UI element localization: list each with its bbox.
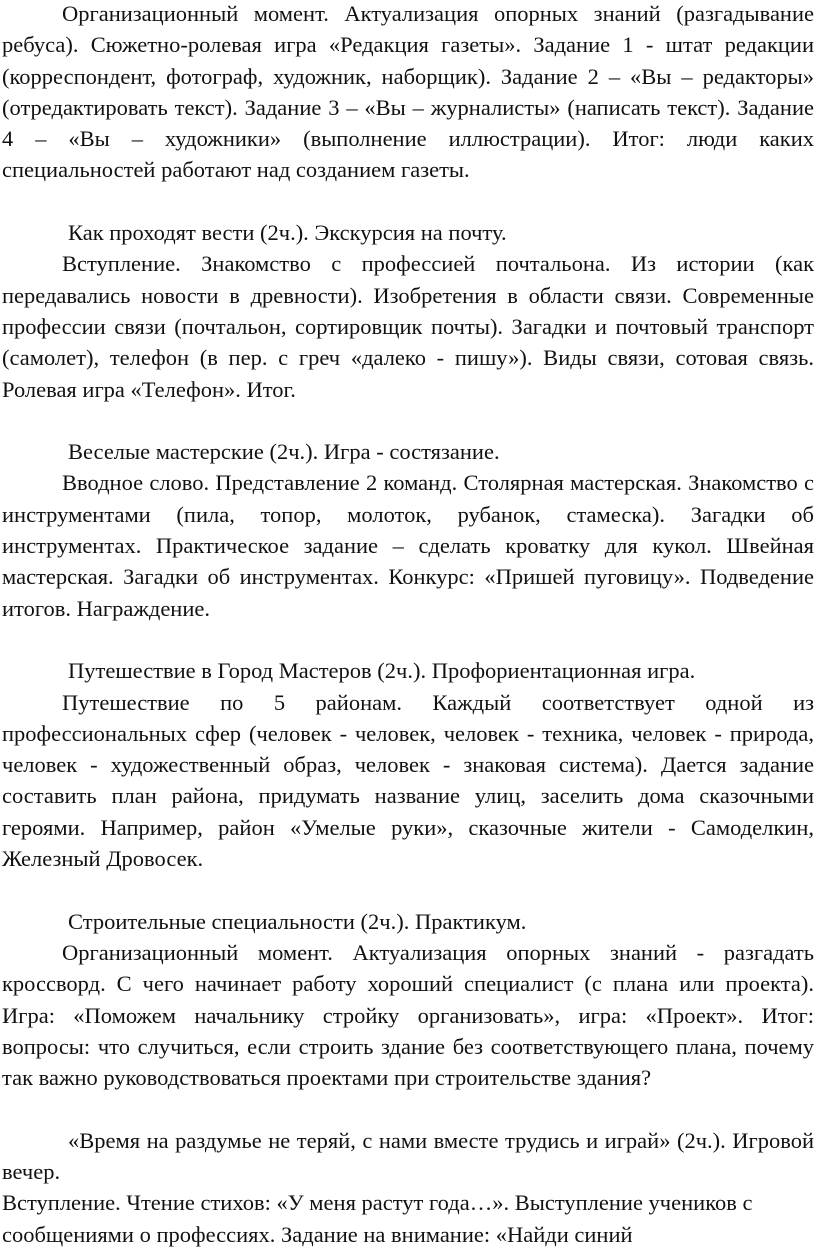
spacer <box>2 624 814 655</box>
section-intro <box>2 0 814 186</box>
section-heading: Путешествие в Город Мастеров (2ч.). Профориентационная игра. <box>68 658 696 684</box>
spacer <box>2 405 814 436</box>
section-heading: Как проходят вести (2ч.). Экскурсия на почту. <box>68 220 507 246</box>
spacer <box>2 874 814 905</box>
spacer <box>2 1093 814 1124</box>
paragraph: Вступление. Знакомство с профессией почтальона. Из истории (как передавались новости в древности). Изобретения в области связи. Современные профессии связи (почтальон, сортировщик почты). Загадки и почтовый транспорт (самолет), телефон (в пер. с греч «далеко - пишу»). Виды связи, сотовая связь. Ролевая игра «Телефон». Итог. <box>2 251 814 402</box>
paragraph: Организационный момент. Актуализация опорных знаний (разгадывание ребуса). Сюжетно-ролевая игра «Редакция газеты». Задание 1 - штат редакции (корреспондент, фотограф, художник, наборщик). Задание 2 – «Вы – редакторы» (отредактировать текст). Задание 3 – «Вы – журналисты» (написать текст). Задание 4 – «Вы – художники» (выполнение иллюстрации). Итог: люди каких специальностей работают над созданием газеты. <box>2 1 814 183</box>
section-game-evening <box>2 1125 814 1250</box>
spacer <box>2 186 814 217</box>
section-post <box>2 217 814 405</box>
paragraph: Организационный момент. Актуализация опорных знаний - разгадать кроссворд. С чего начинает работу хороший специалист (с плана или проекта). Игра: «Поможем начальнику стройку организовать», игра: «Проект». Итог: вопросы: что случиться, если строить здание без соответствующего плана, почему так важно руководствоваться проектами при строительстве здания? <box>2 939 814 1091</box>
section-heading: Веселые мастерские (2ч.). Игра - состязание. <box>68 439 500 465</box>
paragraph: Вступление. Чтение стихов: «У меня растут года…». Выступление учеников с сообщениями о профессиях. Задание на внимание: «Найди синий <box>2 1190 753 1247</box>
section-city-of-masters <box>2 655 814 874</box>
section-construction <box>2 906 814 1094</box>
paragraph: Путешествие по 5 районам. Каждый соответствует одной из профессиональных сфер (человек - человек, человек - техника, человек - природа, человек - художественный образ, человек - знаковая система). Дается задание составить план района, придумать название улиц, заселить дома сказочными героями. Например, район «Умелые руки», сказочные жители - Самоделкин, Железный Дровосек. <box>2 689 814 872</box>
section-heading: Строительные специальности (2ч.). Практикум. <box>68 908 527 934</box>
paragraph: Вводное слово. Представление 2 команд. Столярная мастерская. Знакомство с инструментами (пила, топор, молоток, рубанок, стамеска). Загадки об инструментах. Практическое задание – сделать кроватку для кукол. Швейная мастерская. Загадки об инструментах. Конкурс: «Пришей пуговицу». Подведение итогов. Награждение. <box>2 470 814 621</box>
section-heading: «Время на раздумье не теряй, с нами вместе трудись и играй» (2ч.). Игровой вечер. <box>2 1127 814 1184</box>
section-workshops <box>2 436 814 624</box>
